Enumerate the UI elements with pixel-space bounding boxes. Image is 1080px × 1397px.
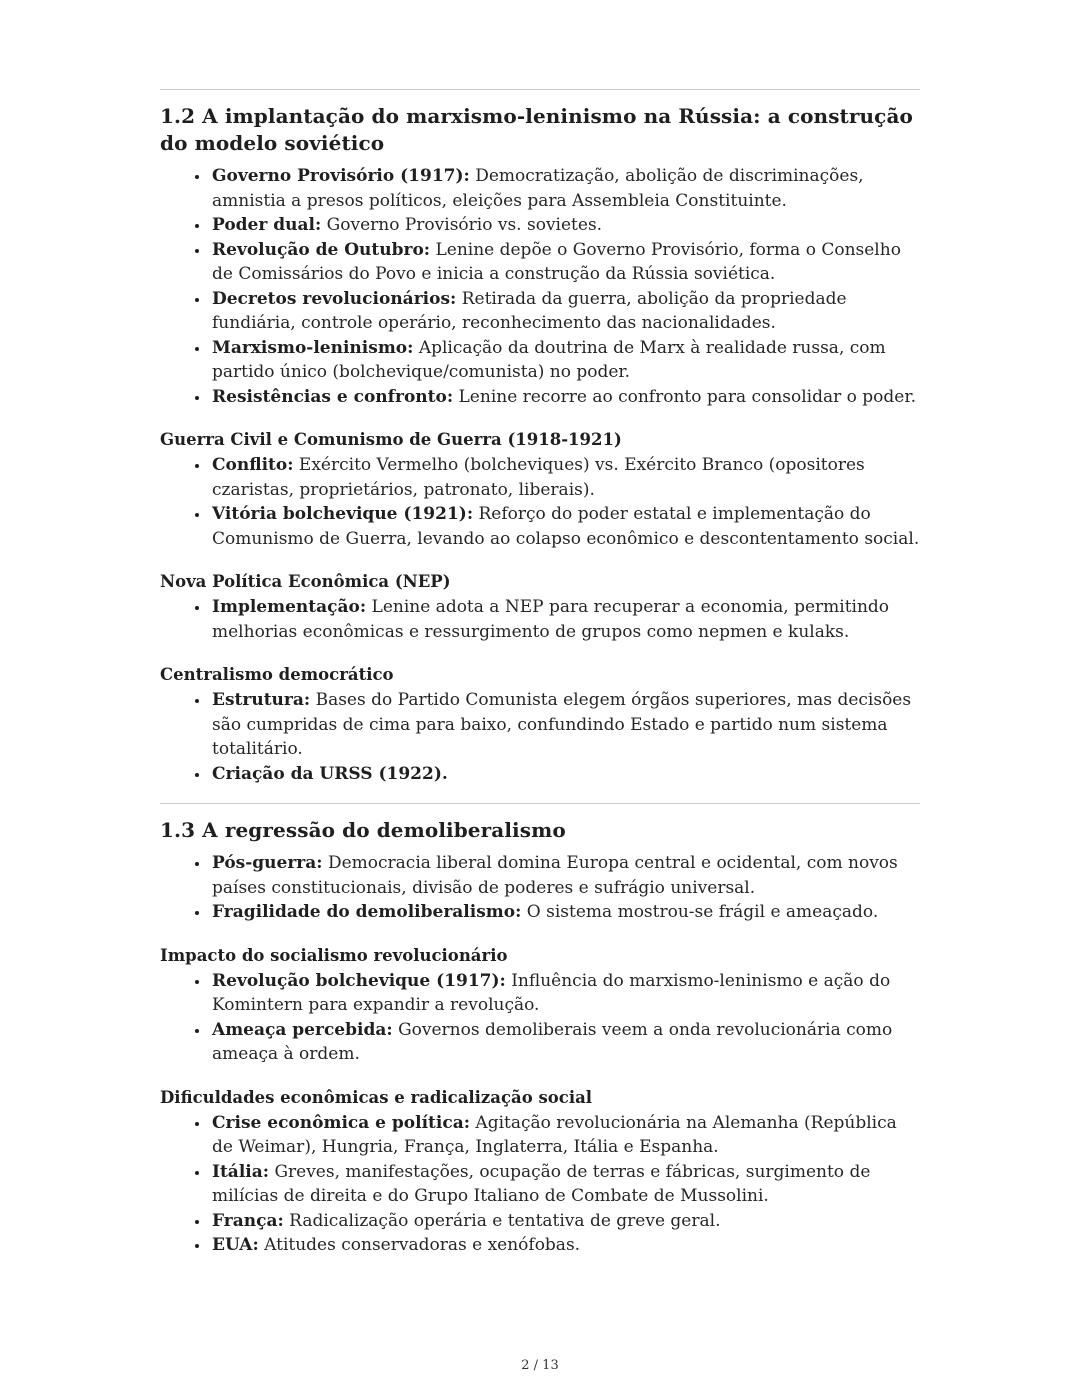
bullet-term: Poder dual: (212, 215, 322, 235)
bullet-item (210, 1111, 920, 1160)
bullet-item (210, 164, 920, 213)
bullet-item (210, 502, 920, 551)
bullet-text: Lenine adota a NEP para recuperar a economia, permitindo melhorias econômicas e ressurgimento de grupos como nepmen e kulaks. (212, 597, 890, 642)
bullet-term: EUA: (212, 1235, 259, 1255)
bullet-text: Lenine depõe o Governo Provisório, forma o Conselho de Comissários do Povo e inicia a construção da Rússia soviética. (212, 239, 901, 284)
bullet-term: Crise econômica e política: (212, 1112, 471, 1133)
bullet-term: Marxismo-leninismo: (212, 337, 414, 358)
bullet-text: Agitação revolucionária na Alemanha (República de Weimar), Hungria, França, Inglaterra, Itália e Espanha. (212, 1112, 897, 1157)
bullet-item (210, 1160, 920, 1209)
bullet-term: Criação da URSS (1922). (212, 763, 448, 784)
bullet-text: Atitudes conservadoras e xenófobas. (264, 1235, 581, 1255)
bullet-list (160, 164, 920, 409)
section-heading: 1.3 A regressão do demoliberalismo (160, 818, 566, 842)
bullet-item (210, 762, 920, 787)
bullet-item (210, 336, 920, 385)
bullet-term: Governo Provisório (1917): (212, 166, 470, 186)
bullet-text: Influência do marxismo-leninismo e ação do Komintern para expandir a revolução. (212, 970, 891, 1015)
bullet-list (160, 595, 920, 644)
bullet-item (210, 385, 920, 410)
bullet-term: Fragilidade do demoliberalismo: (212, 902, 522, 922)
section-divider (160, 89, 920, 90)
subsection-heading: Impacto do socialismo revolucionário (160, 945, 508, 965)
bullet-term: Ameaça percebida: (212, 1019, 393, 1040)
bullet-text: Exército Vermelho (bolcheviques) vs. Exército Branco (opositores czaristas, proprietários, patronato, liberais). (212, 455, 865, 500)
bullet-text: Democracia liberal domina Europa central e ocidental, com novos países constitucionais, divisão de poderes e sufrágio universal. (212, 853, 898, 898)
bullet-item (210, 969, 920, 1018)
bullet-text: Lenine recorre ao confronto para consolidar o poder. (458, 386, 917, 407)
bullet-term: Revolução bolchevique (1917): (212, 970, 506, 991)
bullet-list (160, 453, 920, 551)
bullet-term: Vitória bolchevique (1921): (212, 504, 474, 524)
bullet-item (210, 1018, 920, 1067)
bullet-item (210, 238, 920, 287)
bullet-text: Aplicação da doutrina de Marx à realidade russa, com partido único (bolchevique/comunista) no poder. (212, 337, 886, 382)
section-divider (160, 803, 920, 804)
bullet-item (210, 688, 920, 762)
bullet-term: Resistências e confronto: (212, 386, 454, 407)
bullet-term: Implementação: (212, 597, 367, 617)
bullet-text: Reforço do poder estatal e implementação do Comunismo de Guerra, levando ao colapso econômico e descontentamento social. (212, 504, 920, 549)
bullet-item (210, 287, 920, 336)
bullet-item (210, 213, 920, 238)
bullet-term: Revolução de Outubro: (212, 239, 431, 260)
bullet-list (160, 1111, 920, 1258)
subsection-heading: Guerra Civil e Comunismo de Guerra (1918-1921) (160, 430, 622, 449)
bullet-item (210, 1209, 920, 1234)
bullet-text: Bases do Partido Comunista elegem órgãos superiores, mas decisões são cumpridas de cima para baixo, confundindo Estado e partido num sistema totalitário. (212, 690, 912, 759)
bullet-list (160, 688, 920, 786)
bullet-item (210, 1233, 920, 1258)
bullet-item (210, 595, 920, 644)
subsection-heading: Centralismo democrático (160, 665, 394, 684)
bullet-term: França: (212, 1210, 284, 1231)
bullet-item (210, 900, 920, 925)
bullet-term: Decretos revolucionários: (212, 288, 457, 309)
section-heading: 1.2 A implantação do marxismo-leninismo na Rússia: a construção do modelo soviético (160, 104, 913, 155)
bullet-term: Estrutura: (212, 690, 311, 710)
bullet-text: Governos demoliberais veem a onda revolucionária como ameaça à ordem. (212, 1019, 893, 1064)
bullet-text: Democratização, abolição de discriminações, amnistia a presos políticos, eleições para Assembleia Constituinte. (212, 166, 864, 211)
page-number: 2 / 13 (521, 1358, 559, 1373)
bullet-list (160, 851, 920, 925)
bullet-list (160, 969, 920, 1067)
bullet-item (210, 453, 920, 502)
bullet-text: Greves, manifestações, ocupação de terras e fábricas, surgimento de milícias de direita e do Grupo Italiano de Combate de Mussolini. (212, 1161, 871, 1206)
bullet-term: Itália: (212, 1161, 270, 1182)
bullet-item (210, 851, 920, 900)
subsection-heading: Nova Política Econômica (NEP) (160, 572, 451, 591)
document-content (160, 89, 920, 1258)
bullet-text: O sistema mostrou-se frágil e ameaçado. (526, 902, 879, 922)
subsection-heading: Dificuldades econômicas e radicalização social (160, 1087, 593, 1107)
bullet-text: Governo Provisório vs. sovietes. (326, 215, 603, 235)
bullet-term: Pós-guerra: (212, 853, 323, 873)
bullet-text: Retirada da guerra, abolição da propriedade fundiária, controle operário, reconhecimento das nacionalidades. (212, 288, 847, 333)
bullet-text: Radicalização operária e tentativa de greve geral. (289, 1210, 721, 1231)
bullet-term: Conflito: (212, 455, 294, 475)
